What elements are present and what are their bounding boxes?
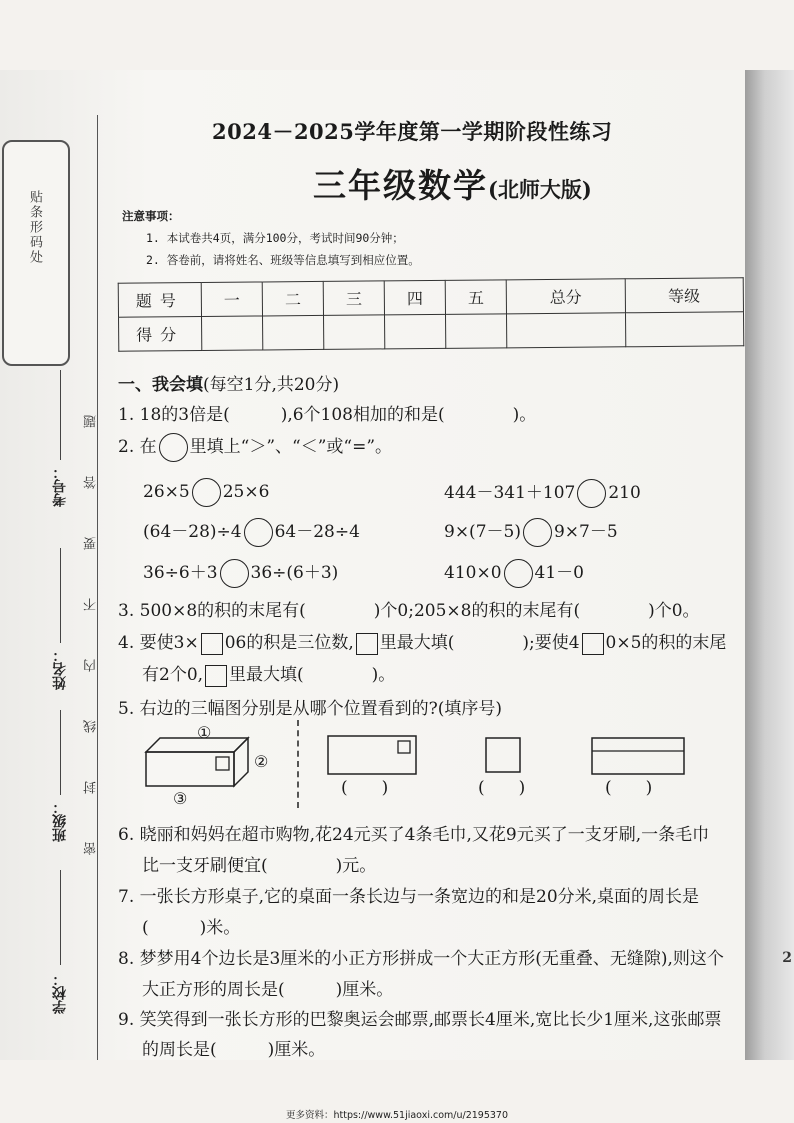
view-marker-2: ② <box>254 752 269 771</box>
comparison-item <box>444 517 618 547</box>
question-4 <box>118 628 726 655</box>
answer-circle[interactable] <box>523 518 552 547</box>
seal-char: 密 <box>83 842 99 855</box>
compare-circle-icon <box>159 433 188 462</box>
score-cell[interactable] <box>385 314 446 349</box>
comparison-item <box>143 478 269 507</box>
seal-char: 要 <box>83 537 99 550</box>
section-1-title <box>118 370 339 395</box>
question-2-text: 里填上“＞”、“＜”或“=”。 <box>189 437 393 457</box>
comparison-item <box>444 478 641 508</box>
header-cell: 四 <box>384 280 445 315</box>
next-page-number: 2 <box>782 950 792 966</box>
edition-label: (北师大版) <box>488 177 592 202</box>
question-4-text: 里最大填( );要使4 <box>379 633 580 653</box>
comparison-right: 9×7－5 <box>553 522 618 542</box>
score-cell[interactable] <box>507 313 626 348</box>
seal-char: 内 <box>83 659 99 672</box>
comparison-item <box>444 558 584 588</box>
exam-title: 2024－2025学年度第一学期阶段性练习 <box>212 119 613 144</box>
question-7-text: ( )米。 <box>142 918 241 938</box>
answer-paren-c[interactable]: ( ) <box>605 778 653 798</box>
answer-circle[interactable] <box>192 478 221 507</box>
comparison-item <box>143 558 338 588</box>
header-cell: 等级 <box>625 278 744 313</box>
question-4-text: 4. 要使3× <box>118 633 199 653</box>
view-marker-3: ③ <box>173 789 188 808</box>
question-7: 7. 一张长方形桌子,它的桌面一条长边与一条宽边的和是20分米,桌面的周长是 <box>118 887 700 907</box>
score-cell[interactable] <box>202 316 263 351</box>
score-cell[interactable] <box>324 315 385 350</box>
answer-circle[interactable] <box>504 559 533 588</box>
cuboid-side-face <box>234 738 248 786</box>
question-2 <box>118 432 392 462</box>
header-cell: 三 <box>323 281 384 316</box>
view-marker-1: ① <box>197 723 212 742</box>
question-9-text: 的周长是( )厘米。 <box>142 1040 326 1060</box>
comparison-left: 36÷6＋3 <box>143 563 218 583</box>
view-c-figure <box>590 736 686 778</box>
view-b-square <box>486 738 520 772</box>
subject-title <box>313 160 592 207</box>
score-table-header-row <box>118 278 743 317</box>
row-label-question: 题号 <box>118 283 201 318</box>
header-cell: 五 <box>445 280 506 315</box>
header-cell: 一 <box>201 282 262 317</box>
barcode-label: 贴条形码处 <box>27 190 42 265</box>
subject-title-main: 三年级数学 <box>313 166 488 205</box>
view-b-figure <box>484 736 524 776</box>
seal-char: 封 <box>83 781 99 794</box>
comparison-left: 444－341＋107 <box>444 483 576 503</box>
header-cell: 总分 <box>506 279 625 314</box>
question-8-text: 大正方形的周长是( )厘米。 <box>142 980 394 1000</box>
question-4-text: 里最大填( )。 <box>229 665 396 685</box>
question-4-line-2 <box>118 660 395 687</box>
question-7-line-2 <box>118 913 240 938</box>
seal-line-notice <box>82 415 100 855</box>
question-4-text: 06的积是三位数, <box>224 633 354 653</box>
score-cell[interactable] <box>625 312 744 347</box>
section-1-hint: (每空1分,共20分) <box>203 375 340 395</box>
seal-char: 题 <box>83 415 99 428</box>
school-label: 学校： <box>52 972 68 1014</box>
square-icon <box>356 633 378 655</box>
school-line[interactable] <box>60 870 61 965</box>
barcode-area <box>2 140 70 366</box>
class-line[interactable] <box>60 710 61 795</box>
question-6-line-2 <box>118 851 376 876</box>
view-a-rect <box>328 736 416 774</box>
comparison-right: 210 <box>608 483 641 503</box>
score-table-score-row <box>119 312 744 351</box>
view-a-figure <box>326 734 418 778</box>
comparison-right: 25×6 <box>222 482 270 502</box>
view-c-rect <box>592 738 684 774</box>
answer-paren-b[interactable]: ( ) <box>478 778 526 798</box>
answer-paren-a[interactable]: ( ) <box>341 778 389 798</box>
question-6: 6. 晓丽和妈妈在超市购物,花24元买了4条毛巾,又花9元买了一支牙刷,一条毛巾 <box>118 825 710 845</box>
answer-circle[interactable] <box>577 479 606 508</box>
name-label: 姓名： <box>52 648 68 690</box>
section-1-name: 一、我会填 <box>118 375 203 395</box>
notes-heading: 注意事项： <box>122 209 180 223</box>
score-table <box>118 277 745 351</box>
answer-box[interactable] <box>582 633 604 655</box>
score-cell[interactable] <box>446 314 507 349</box>
score-cell[interactable] <box>263 315 324 350</box>
notes-item: 1. 本试卷共4页，满分100分，考试时间90分钟； <box>146 231 404 245</box>
comparison-right: 36÷(6＋3) <box>250 563 339 583</box>
comparison-left: (64－28)÷4 <box>143 522 242 542</box>
answer-circle[interactable] <box>244 518 273 547</box>
comparison-left: 410×0 <box>444 563 502 583</box>
comparison-left: 9×(7－5) <box>444 522 521 542</box>
footer-source: 更多资料：https://www.51jiaoxi.com/u/2195370 <box>285 1110 509 1121</box>
seal-char: 答 <box>83 476 99 489</box>
comparison-left: 26×5 <box>143 482 190 502</box>
comparison-right: 64－28÷4 <box>274 522 360 542</box>
question-6-text: 比一支牙刷便宜( )元。 <box>142 856 377 876</box>
comparison-item <box>143 517 360 547</box>
exam-number-line[interactable] <box>60 370 61 460</box>
notes-item: 2. 答卷前，请将姓名、班级等信息填写到相应位置。 <box>146 253 420 267</box>
exam-number-label: 考号： <box>52 465 68 507</box>
question-8: 8. 梦梦用4个边长是3厘米的小正方形拼成一个大正方形(无重叠、无缝隙),则这个 <box>118 949 724 969</box>
seal-char: 线 <box>83 720 99 733</box>
figure-divider <box>297 720 299 808</box>
question-9-line-2 <box>118 1035 325 1060</box>
header-cell: 二 <box>262 281 323 316</box>
view-a-square <box>398 741 410 753</box>
question-3: 3. 500×8的积的末尾有( )个0;205×8的积的末尾有( )个0。 <box>118 601 700 621</box>
seal-char: 不 <box>83 598 99 611</box>
cuboid-small-square <box>216 757 229 770</box>
next-page-edge <box>745 70 794 1060</box>
question-1: 1. 18的3倍是( ),6个108相加的和是( )。 <box>118 405 537 425</box>
question-4-text: 0×5的积的末尾 <box>605 633 727 653</box>
question-5: 5. 右边的三幅图分别是从哪个位置看到的?(填序号) <box>118 699 503 719</box>
answer-box[interactable] <box>201 633 223 655</box>
comparison-right: 41－0 <box>534 563 584 583</box>
square-icon <box>205 665 227 687</box>
row-label-score: 得分 <box>119 317 202 352</box>
question-2-text: 2. 在 <box>118 437 157 457</box>
class-label: 班级： <box>52 800 68 842</box>
question-9: 9. 笑笑得到一张长方形的巴黎奥运会邮票,邮票长4厘米,宽比长少1厘米,这张邮票 <box>118 1010 722 1030</box>
answer-circle[interactable] <box>220 559 249 588</box>
notes <box>122 205 420 271</box>
question-4-text: 有2个0, <box>142 665 204 685</box>
name-line[interactable] <box>60 548 61 643</box>
question-8-line-2 <box>118 975 393 1000</box>
